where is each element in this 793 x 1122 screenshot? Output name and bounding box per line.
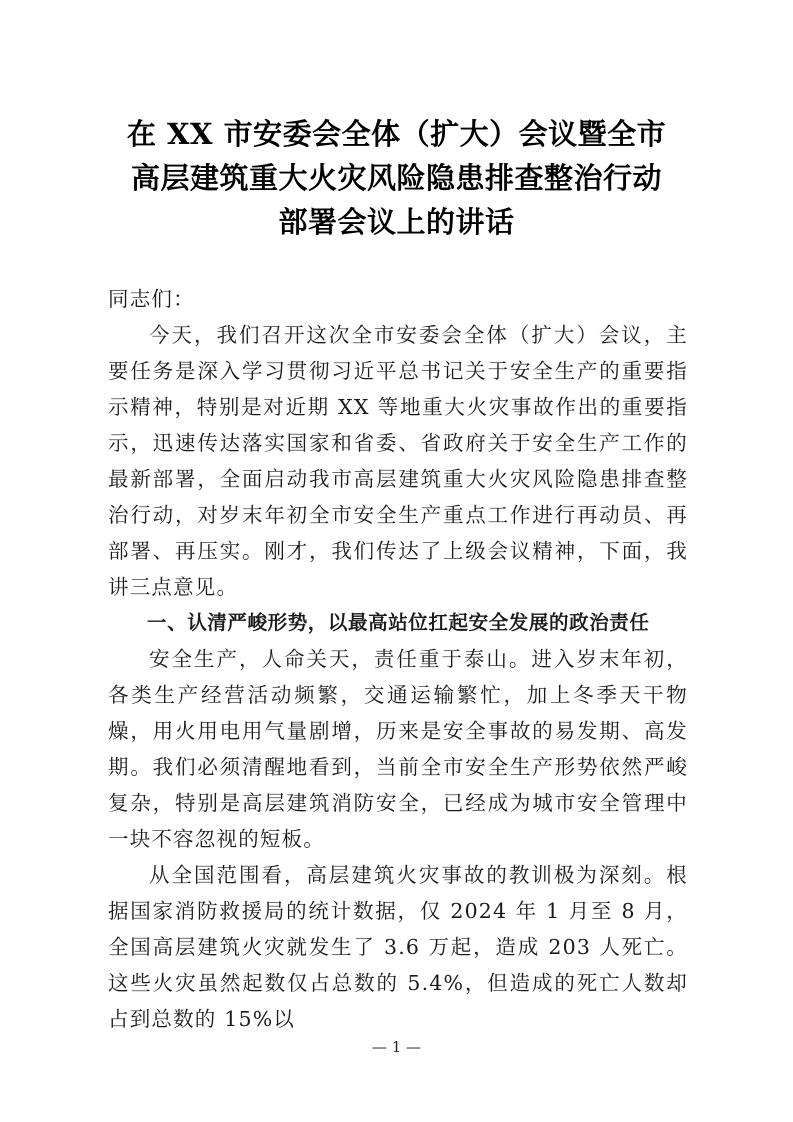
document-body	[108, 281, 688, 1037]
title-line-2: 高层建筑重大火灾风险隐患排查整治行动	[130, 161, 662, 195]
section-heading-1: 一、认清严峻形势，以最高站位扛起安全发展的政治责任	[147, 611, 650, 634]
title-line-3: 部署会议上的讲话	[278, 205, 515, 239]
document-title	[90, 112, 703, 244]
paragraph-intro: 今天，我们召开这次全市安委会全体（扩大）会议，主要任务是深入学习贯彻习近平总书记关于安全生产的重要指示精神，特别是对近期 XX 等地重大火灾事故作出的重要指示，迅速传达落实国家和省委、省政府关于安全生产工作的最新部署，全面启动我市高层建筑重大火灾风险隐患排查整治行动，对岁末年初全市安全生产重点工作进行再动员、再部署、再压实。刚才，我们传达了上级会议精神，下面，我讲三点意见。	[108, 323, 688, 599]
paragraph-statistics: 从全国范围看，高层建筑火灾事故的教训极为深刻。根据国家消防救援局的统计数据，仅 2024 年 1 月至 8 月，全国高层建筑火灾就发生了 3.6 万起，造成 203 人死亡。这些火灾虽然起数仅占总数的 5.4%，但造成的死亡人数却占到总数的 15%以	[108, 863, 688, 1031]
paragraph-situation: 安全生产，人命关天，责任重于泰山。进入岁末年初，各类生产经营活动频繁，交通运输繁忙，加上冬季天干物燥，用火用电用气量剧增，历来是安全事故的易发期、高发期。我们必须清醒地看到，当前全市安全生产形势依然严峻复杂，特别是高层建筑消防安全，已经成为城市安全管理中一块不容忽视的短板。	[108, 647, 688, 851]
title-line-1: 在 XX 市安委会全体（扩大）会议暨全市	[126, 117, 667, 151]
page-number: — 1 —	[371, 1038, 422, 1056]
greeting: 同志们：	[108, 287, 195, 311]
